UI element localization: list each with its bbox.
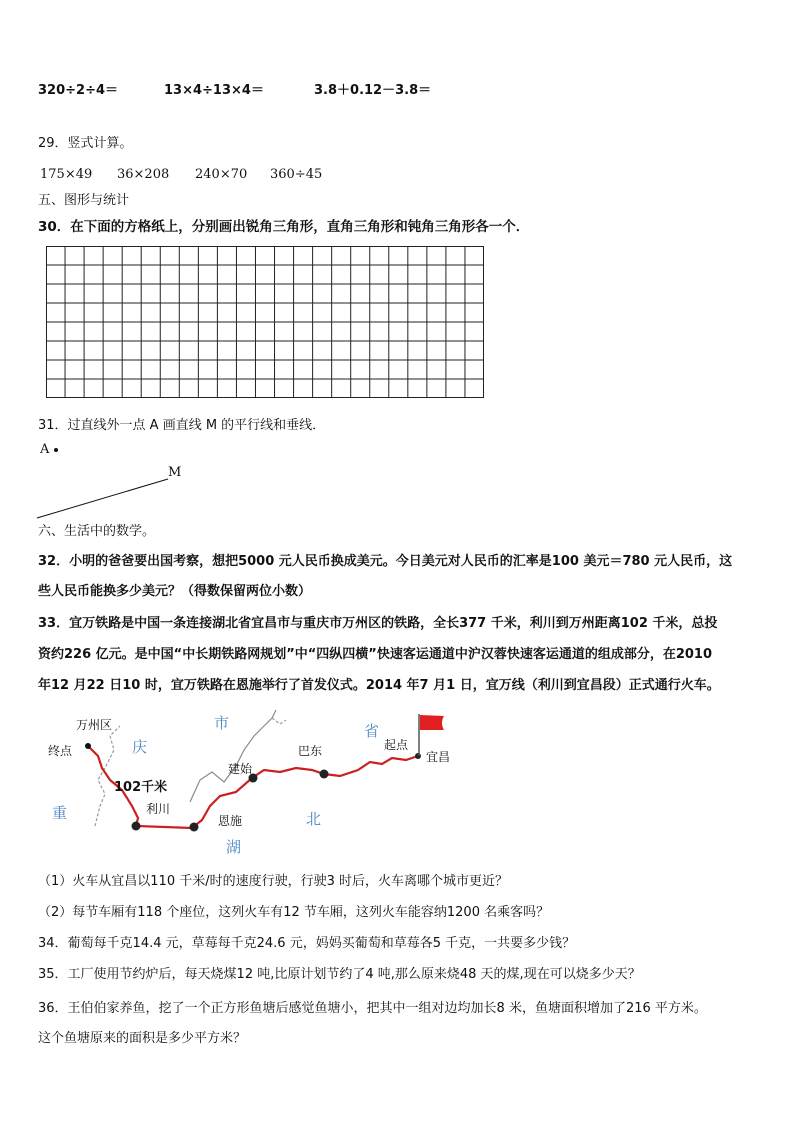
flag-icon [420,715,444,730]
expr-2: 13×4÷13×4＝ [164,83,264,98]
label-lichuan: 利川 [146,802,171,816]
q32-line-2: 些人民币能换多少美元？（得数保留两位小数） [38,584,312,599]
label-start-point: 起点 [384,738,409,752]
q33-line-3: 年12 月22 日10 时，宜万铁路在恩施举行了首发仪式。2014 年7 月1 日，宜万线（利川到宜昌段）正式通行火车。 [38,678,720,693]
q29-expr-2: 36×208 [117,167,170,182]
section-6-heading: 六、生活中的数学。 [38,524,156,539]
q33-line-1: 33．宜万铁路是中国一条连接湖北省宜昌市与重庆市万州区的铁路，全长377 千米，利川到万州距离102 千米，总投 [38,616,718,631]
q30-text: 30．在下面的方格纸上，分别画出锐角三角形，直角三角形和钝角三角形各一个． [38,219,530,235]
railway-map [40,706,470,860]
line-m-label: M [168,465,182,480]
q34-text: 34．葡萄每千克14.4 元，草莓每千克24.6 元，妈妈买葡萄和草莓各5 千克，一共要多少钱？ [38,936,576,951]
q36-line-2: 这个鱼塘原来的面积是多少平方米？ [38,1031,247,1046]
expr-3: 3.8＋0.12－3.8＝ [314,83,432,98]
q36-line-1: 36．王伯伯家养鱼，挖了一个正方形鱼塘后感觉鱼塘小，把其中一组对边均加长8 米，鱼塘面积增加了216 平方米。 [38,1001,707,1016]
q29-expr-3: 240×70 [195,167,248,182]
label-bei: 北 [306,810,322,828]
label-enshi: 恩施 [218,814,243,828]
station-lichuan [132,822,141,831]
q33-sub-1: （1）火车从宜昌以110 千米/时的速度行驶，行驶3 时后，火车离哪个城市更近？ [38,874,508,889]
label-end-point: 终点 [48,744,73,758]
label-yichang: 宜昌 [426,750,451,764]
q35-text: 35．工厂使用节约炉后，每天烧煤12 吨,比原计划节约了4 吨,那么原来烧48 天的煤,现在可以烧多少天？ [38,967,641,982]
station-badong [320,770,329,779]
label-zhong: 重 [52,804,68,822]
province-border-north [190,710,276,802]
label-shi: 市 [214,714,230,732]
q33-sub-2: （2）每节车厢有118 个座位，这列火车有12 节车厢，这列火车能容纳1200 名乘客吗？ [38,905,550,920]
label-jianshi: 建始 [228,762,253,776]
label-qing: 庆 [132,738,148,756]
q32-line-1: 32．小明的爸爸要出国考察，想把5000 元人民币换成美元。今日美元对人民币的汇率是100 美元＝780 元人民币，这 [38,554,733,569]
label-badong: 巴东 [298,744,323,758]
label-wanzhou: 万州区 [76,718,113,732]
label-hu: 湖 [226,838,242,856]
expr-1: 320÷2÷4＝ [38,83,119,98]
line-m [36,476,170,520]
square-grid-paper[interactable] [46,246,484,398]
q31-text: 31．过直线外一点 A 画直线 M 的平行线和垂线． [38,418,326,433]
q33-line-2: 资约226 亿元。是中国“中长期铁路网规划”中“四纵四横”快速客运通道中沪汉蓉快速客运通道的组成部分，在2010 [38,647,713,662]
section-5-heading: 五、图形与统计 [38,193,130,208]
point-a-label: A [40,442,50,457]
station-enshi [190,823,199,832]
point-a-dot [54,448,58,452]
label-distance: 102千米 [114,780,168,795]
q29-expr-1: 175×49 [40,167,93,182]
station-wanzhou [85,743,91,749]
label-sheng: 省 [364,722,380,740]
q29-title: 29．竖式计算。 [38,136,133,151]
q29-expr-4: 360÷45 [270,167,323,182]
station-yichang [415,753,421,759]
